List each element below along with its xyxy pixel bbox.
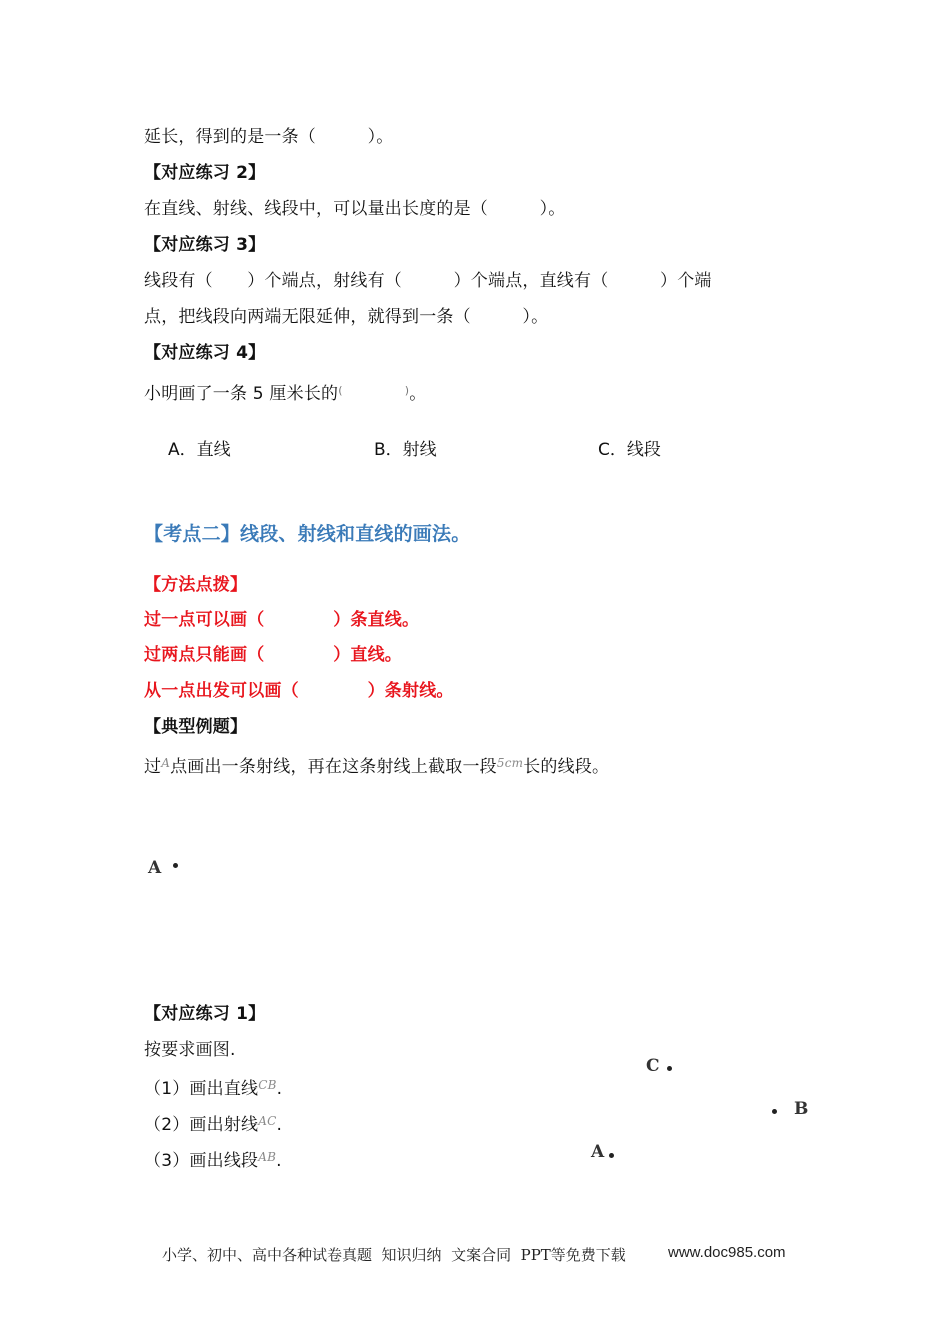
var-a: A (161, 756, 171, 770)
unit-5cm: 5cm (496, 756, 524, 770)
method-line-3: 从一点出发可以画（ ）条射线。 (144, 681, 454, 701)
practice-4-heading: 【对应练习 4】 (144, 343, 266, 363)
method-heading: 【方法点拨】 (144, 575, 248, 595)
point-c-label: C (646, 1056, 660, 1076)
example-heading: 【典型例题】 (144, 717, 248, 737)
point-c-dot (667, 1066, 672, 1071)
paren-open: ( (338, 384, 343, 397)
point-a2-dot (609, 1153, 614, 1158)
section-2-title: 【考点二】线段、射线和直线的画法。 (144, 523, 471, 545)
example-question (144, 751, 609, 779)
point-a-label: A (148, 858, 162, 878)
var-ac: AC (258, 1114, 277, 1128)
fill-blank-extend: 延长，得到的是一条（ ）。 (144, 127, 394, 147)
practice-4-question (144, 379, 426, 406)
var-ab: AB (258, 1150, 277, 1164)
practice-4-text: 小明画了一条 5 厘米长的 (144, 384, 339, 404)
option-a: A．直线 (168, 440, 231, 460)
point-b-dot (772, 1109, 777, 1114)
practice-1-item-3: （3）画出线段$^{AB}$. (144, 1150, 282, 1171)
point-b-label: B (794, 1099, 809, 1119)
method-line-1: 过一点可以画（ ）条直线。 (144, 610, 420, 630)
practice-3-question-line1: 线段有（ ）个端点，射线有（ ）个端点，直线有（ ）个端 (144, 271, 712, 291)
practice-3-question-line2: 点，把线段向两端无限延伸，就得到一条（ ）。 (144, 307, 549, 327)
paren-close: ) (404, 384, 410, 397)
practice-1-item-2: （2）画出射线$^{AC}$. (144, 1114, 283, 1135)
practice-4-period: 。 (409, 384, 427, 404)
practice-3-heading: 【对应练习 3】 (144, 235, 266, 255)
option-c: C．线段 (598, 440, 661, 460)
example-post: 长的线段。 (523, 757, 610, 777)
practice-2-heading: 【对应练习 2】 (144, 163, 266, 183)
example-mid: 点画出一条射线，再在这条射线上截取一段 (170, 757, 497, 777)
example-pre: 过 (144, 757, 162, 777)
practice-1-heading: 【对应练习 1】 (144, 1004, 266, 1024)
footer-url[interactable]: www.doc985.com (668, 1244, 786, 1261)
practice-1-item-1: （1）画出直线$^{CB}$. (144, 1078, 283, 1099)
option-b: B．射线 (374, 440, 437, 460)
point-a-dot (173, 863, 178, 868)
method-line-2: 过两点只能画（ ）直线。 (144, 645, 402, 665)
practice-2-question: 在直线、射线、线段中，可以量出长度的是（ ）。 (144, 199, 566, 219)
footer-text: 小学、初中、高中各种试卷真题 知识归纳 文案合同 PPT等免费下载 (162, 1246, 626, 1264)
practice-1-intro: 按要求画图. (144, 1040, 236, 1060)
var-cb: CB (258, 1078, 277, 1092)
point-a2-label: A (591, 1142, 605, 1162)
